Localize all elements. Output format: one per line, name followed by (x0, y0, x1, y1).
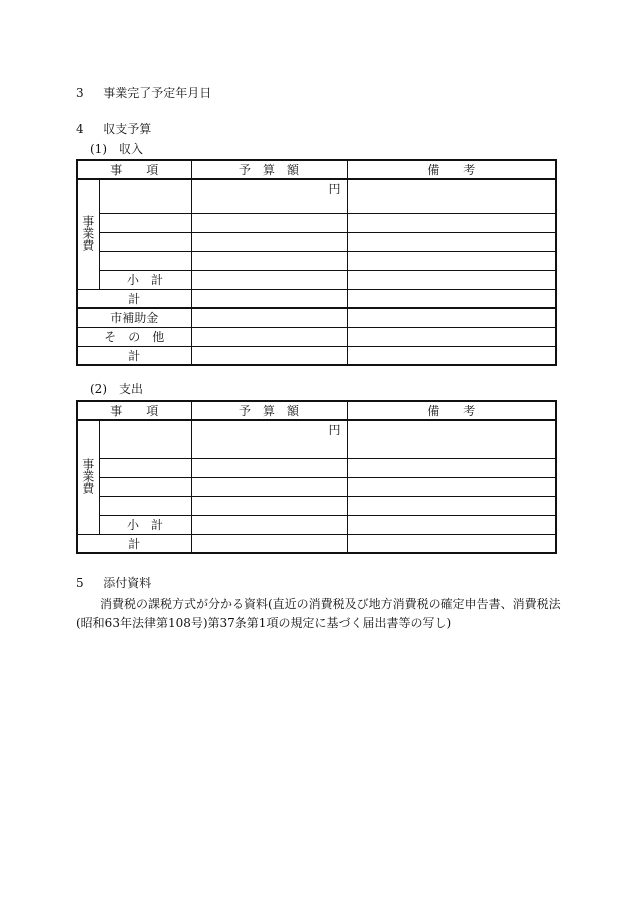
amount-cell[interactable] (191, 515, 347, 534)
amount-cell[interactable] (191, 346, 347, 365)
header-remarks: 備 考 (347, 160, 556, 179)
income-table (76, 159, 557, 366)
header-budget: 予 算 額 (191, 401, 347, 420)
yen-unit: 円 (328, 423, 341, 437)
section-4-heading (76, 122, 151, 136)
section-number: 4 (76, 122, 84, 136)
remarks-cell[interactable] (347, 270, 556, 289)
amount-cell[interactable] (191, 213, 347, 232)
amount-cell[interactable] (191, 458, 347, 477)
amount-cell[interactable] (191, 420, 347, 458)
amount-cell[interactable] (191, 327, 347, 346)
expense-subheading: (2) 支出 (90, 382, 143, 396)
total-label: 計 (77, 289, 191, 308)
remarks-cell[interactable] (347, 346, 556, 365)
expense-table (76, 400, 557, 554)
amount-cell[interactable] (191, 232, 347, 251)
section-5-heading (76, 576, 151, 590)
item-cell[interactable] (99, 477, 191, 496)
section-title: 収支予算 (103, 122, 152, 136)
item-cell[interactable] (99, 213, 191, 232)
amount-cell[interactable] (191, 308, 347, 327)
amount-cell[interactable] (191, 270, 347, 289)
section-title: 事業完了予定年月日 (103, 86, 212, 100)
header-budget: 予 算 額 (191, 160, 347, 179)
item-cell[interactable] (99, 179, 191, 213)
amount-cell[interactable] (191, 534, 347, 553)
remarks-cell[interactable] (347, 179, 556, 213)
section-number: 5 (76, 576, 84, 590)
remarks-cell[interactable] (347, 232, 556, 251)
header-item: 事 項 (77, 160, 191, 179)
remarks-cell[interactable] (347, 477, 556, 496)
remarks-cell[interactable] (347, 496, 556, 515)
item-cell[interactable] (99, 251, 191, 270)
header-remarks: 備 考 (347, 401, 556, 420)
section-title: 添付資料 (103, 576, 152, 590)
remarks-cell[interactable] (347, 420, 556, 458)
item-cell[interactable] (99, 458, 191, 477)
group-label: 事業費 (77, 179, 99, 289)
income-subheading: (1) 収入 (90, 142, 143, 156)
subtotal-label: 小 計 (99, 515, 191, 534)
section-number: 3 (76, 86, 84, 100)
amount-cell[interactable] (191, 179, 347, 213)
remarks-cell[interactable] (347, 327, 556, 346)
other-label: そ の 他 (77, 327, 191, 346)
remarks-cell[interactable] (347, 251, 556, 270)
header-item: 事 項 (77, 401, 191, 420)
section-3-heading (76, 86, 211, 100)
remarks-cell[interactable] (347, 458, 556, 477)
remarks-cell[interactable] (347, 308, 556, 327)
item-cell[interactable] (99, 420, 191, 458)
item-cell[interactable] (99, 496, 191, 515)
amount-cell[interactable] (191, 289, 347, 308)
total-label: 計 (77, 534, 191, 553)
remarks-cell[interactable] (347, 289, 556, 308)
amount-cell[interactable] (191, 496, 347, 515)
remarks-cell[interactable] (347, 534, 556, 553)
yen-unit: 円 (328, 182, 341, 196)
item-cell[interactable] (99, 232, 191, 251)
remarks-cell[interactable] (347, 515, 556, 534)
attachment-description: 消費税の課税方式が分かる資料(直近の消費税及び地方消費税の確定申告書、消費税法(昭和63年法律第108号)第37条第1項の規定に基づく届出書等の写し) (76, 597, 561, 630)
subtotal-label: 小 計 (99, 270, 191, 289)
remarks-cell[interactable] (347, 213, 556, 232)
subsidy-label: 市補助金 (77, 308, 191, 327)
amount-cell[interactable] (191, 477, 347, 496)
amount-cell[interactable] (191, 251, 347, 270)
group-label: 事業費 (77, 420, 99, 534)
grand-total-label: 計 (77, 346, 191, 365)
